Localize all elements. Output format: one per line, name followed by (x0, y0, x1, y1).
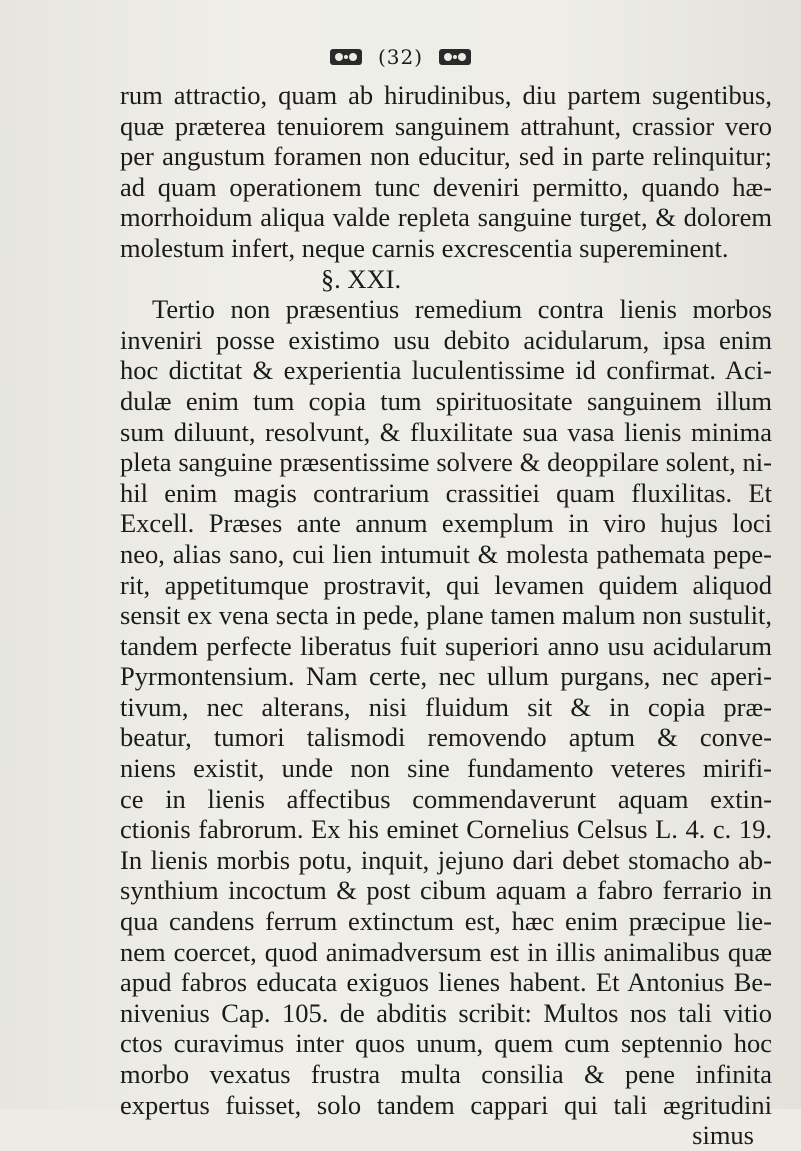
text-line: inveniri posse existimo usu debito acidularum, ipsa enim (120, 324, 772, 355)
text-line: synthium incoctum & post cibum aquam a fabro ferrario in (120, 875, 772, 906)
page-header (0, 40, 801, 74)
text-line: apud fabros educata exiguos lienes habent. Et Antonius Be- (120, 967, 772, 998)
text-line: neo, alias sano, cui lien intumuit & molesta pathemata pepe- (120, 538, 772, 569)
printer-ornament-right-icon (437, 45, 473, 69)
text-line: hil enim magis contrarium crassitiei quam fluxilitas. Et (120, 477, 772, 508)
text-line: sum diluunt, resolvunt, & fluxilitate sua vasa lienis minima (120, 416, 772, 447)
text-line: tivum, nec alterans, nisi fluidum sit & in copia præ- (120, 691, 772, 722)
text-line: dulæ enim tum copia tum spirituositate sanguinem illum (120, 385, 772, 416)
text-line: morrhoidum aliqua valde repleta sanguine turget, & dolorem (120, 202, 772, 233)
printer-ornament-left-icon (328, 45, 364, 69)
text-line: pleta sanguine præsentissime solvere & deoppilare solent, ni- (120, 447, 772, 478)
text-line: quæ præterea tenuiorem sanguinem attrahunt, crassior vero (120, 110, 772, 141)
text-line: rum attractio, quam ab hirudinibus, diu partem sugentibus, (120, 80, 772, 110)
text-line: nivenius Cap. 105. de abditis scribit: Multos nos tali vitio (120, 997, 772, 1028)
page-number: (32) (377, 45, 424, 69)
text-line: Excell. Præses ante annum exemplum in viro hujus loci (120, 508, 772, 539)
text-line: per angustum foramen non educitur, sed in parte relinquitur; (120, 141, 772, 172)
text-line: nem coercet, quod animadversum est in illis animalibus quæ (120, 936, 772, 967)
text-line: ctionis fabrorum. Ex his eminet Cornelius Celsus L. 4. c. 19. (120, 814, 772, 845)
text-line: Pyrmontensium. Nam certe, nec ullum purgans, nec aperi- (120, 661, 772, 692)
catchword: simus (692, 1120, 754, 1151)
text-line: ad quam operationem tunc deveniri permitto, quando hæ- (120, 171, 772, 202)
text-line: beatur, tumori talismodi removendo aptum & conve- (120, 722, 772, 753)
body-text (120, 80, 772, 1151)
text-line: ctos curavimus inter quos unum, quem cum septennio hoc (120, 1028, 772, 1059)
text-line: rit, appetitumque prostravit, qui levamen quidem aliquod (120, 569, 772, 600)
text-line: sensit ex vena secta in pede, plane tamen malum non sustulit, (120, 600, 772, 631)
text-line: tandem perfecte liberatus fuit superiori anno usu acidularum (120, 630, 772, 661)
section-heading: §. XXI. (320, 263, 402, 294)
text-line: hoc dictitat & experientia luculentissime id confirmat. Aci- (120, 355, 772, 386)
text-line: molestum infert, neque carnis excrescentia supereminent. (120, 232, 729, 263)
text-line: morbo vexatus frustra multa consilia & pene infinita (120, 1059, 772, 1089)
text-line: qua candens ferrum extinctum est, hæc enim præcipue lie- (120, 906, 772, 937)
text-line: Tertio non præsentius remedium contra lienis morbos (152, 294, 772, 325)
text-line: niens existit, unde non sine fundamento veteres mirifi- (120, 753, 772, 784)
text-line: ce in lienis affectibus commendaverunt aquam extin- (120, 783, 772, 814)
text-line: expertus fuisset, solo tandem cappari qui tali ægritudini (120, 1089, 772, 1120)
text-line: In lienis morbis potu, inquit, jejuno dari debet stomacho ab- (120, 844, 772, 875)
